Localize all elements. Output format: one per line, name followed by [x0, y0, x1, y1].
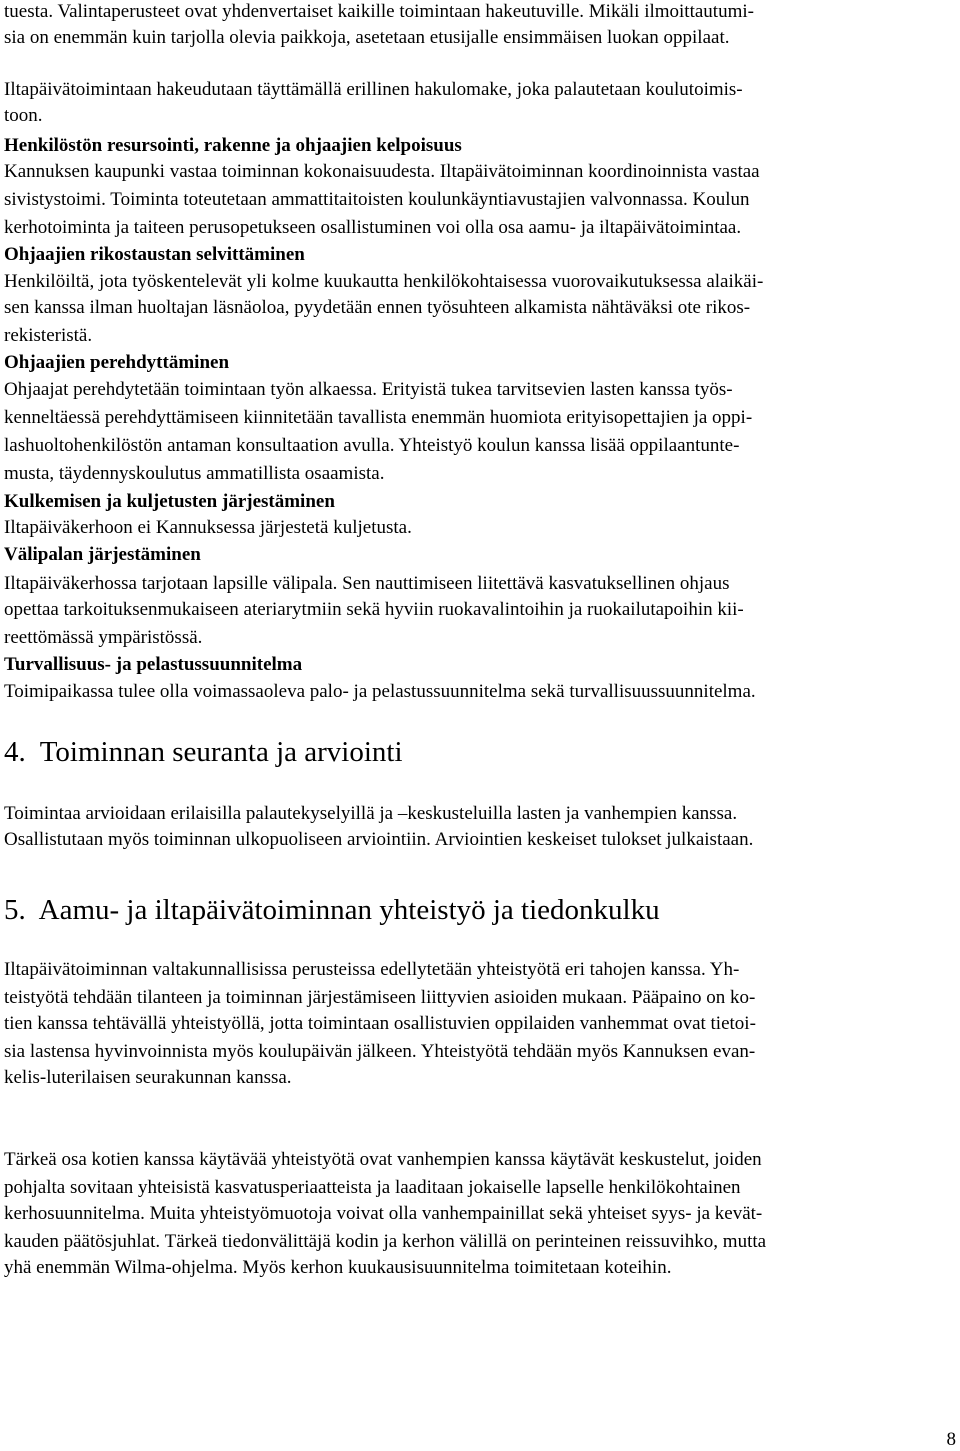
body-line: Iltapäivätoiminnan valtakunnallisissa perusteissa edellytetään yhteistyötä eri tahojen kanssa. Yh- [4, 959, 740, 980]
body-line: opettaa tarkoituksenmukaiseen ateriarytmiin sekä hyviin ruokavalintoihin ja ruokailutapoihin kii- [4, 599, 744, 620]
section-heading: Välipalan järjestäminen [4, 544, 201, 565]
body-line: kerhosuunnitelma. Muita yhteistyömuotoja voivat olla vanhempainillat sekä yhteiset syys- ja kevät- [4, 1203, 763, 1224]
body-line: Tärkeä osa kotien kanssa käytävää yhteistyötä ovat vanhempien kanssa käytävät keskustelut, joiden [4, 1149, 762, 1170]
body-line: rekisteristä. [4, 325, 93, 346]
body-line: reettömässä ympäristössä. [4, 627, 203, 648]
body-line: sia on enemmän kuin tarjolla olevia paikkoja, asetetaan etusijalle ensimmäisen luokan oppilaat. [4, 27, 730, 48]
body-line: Osallistutaan myös toiminnan ulkopuoliseen arviointiin. Arviointien keskeiset tulokset julkaistaan. [4, 829, 754, 850]
body-line: kelis-luterilaisen seurakunnan kanssa. [4, 1067, 292, 1088]
body-line: sia lastensa hyvinvoinnista myös koulupäivän jälkeen. Yhteistyötä tehdään myös Kannuksen evan- [4, 1041, 756, 1062]
body-line: Toimintaa arvioidaan erilaisilla palautekyselyillä ja –keskusteluilla lasten ja vanhempien kanssa. [4, 803, 738, 824]
body-line: Henkilöiltä, jota työskentelevät yli kolme kuukautta henkilökohtaisessa vuorovaikutuksessa alaikäi- [4, 271, 764, 292]
page-number: 8 [946, 1429, 956, 1450]
body-line: tuesta. Valintaperusteet ovat yhdenvertaiset kaikille toimintaan hakeutuville. Mikäli ilmoittautumi- [4, 1, 754, 22]
chapter-heading-5: 5. Aamu- ja iltapäivätoiminnan yhteistyö ja tiedonkulku [4, 894, 660, 926]
body-line: musta, täydennyskoulutus ammatillista osaamista. [4, 463, 385, 484]
body-line: Iltapäiväkerhossa tarjotaan lapsille välipala. Sen nauttimiseen liitettävä kasvatuksellinen ohjaus [4, 573, 730, 594]
body-line: Toimipaikassa tulee olla voimassaoleva palo- ja pelastussuunnitelma sekä turvallisuussuunnitelma. [4, 681, 756, 702]
body-line: toon. [4, 105, 43, 126]
section-heading: Ohjaajien rikostaustan selvittäminen [4, 244, 305, 265]
body-line: kenneltäessä perehdyttämiseen kiinnitetään tavallista enemmän huomiota erityisopettajien ja oppi- [4, 407, 753, 428]
body-line: kerhotoiminta ja taiteen perusopetukseen osallistuminen voi olla osa aamu- ja iltapäivätoimintaa. [4, 217, 742, 238]
body-line: Ohjaajat perehdytetään toimintaan työn alkaessa. Erityistä tukea tarvitsevien lasten kanssa työs- [4, 379, 733, 400]
body-line: Iltapäiväkerhoon ei Kannuksessa järjestetä kuljetusta. [4, 517, 412, 538]
body-line: teistyötä tehdään tilanteen ja toiminnan järjestämiseen liittyvien asioiden mukaan. Pääpaino on ko- [4, 987, 756, 1008]
section-heading: Kulkemisen ja kuljetusten järjestäminen [4, 491, 335, 512]
body-line: sivistystoimi. Toiminta toteutetaan ammattitaitoisten koulunkäyntiavustajien valvonnassa. Koulun [4, 189, 750, 210]
body-line: pohjalta sovitaan yhteisistä kasvatusperiaatteista ja laaditaan jokaiselle lapselle henkilökohtainen [4, 1177, 741, 1198]
chapter-heading-4: 4. Toiminnan seuranta ja arviointi [4, 736, 403, 768]
section-heading: Ohjaajien perehdyttäminen [4, 352, 230, 373]
body-line: yhä enemmän Wilma-ohjelma. Myös kerhon kuukausisuunnitelma toimitetaan koteihin. [4, 1257, 672, 1278]
body-line: sen kanssa ilman huoltajan läsnäoloa, pyydetään ennen työsuhteen alkamista nähtäväksi ote rikos- [4, 297, 751, 318]
section-heading: Henkilöstön resursointi, rakenne ja ohjaajien kelpoisuus [4, 135, 462, 156]
body-line: kauden päätösjuhlat. Tärkeä tiedonvälittäjä kodin ja kerhon välillä on perinteinen reissuvihko, mutta [4, 1231, 767, 1252]
body-line: tien kanssa tehtävällä yhteistyöllä, jotta toimintaan osallistuvien oppilaiden vanhemmat ovat tietoi- [4, 1013, 756, 1034]
body-line: Iltapäivätoimintaan hakeudutaan täyttämällä erillinen hakulomake, joka palautetaan koulutoimis- [4, 79, 743, 100]
body-line: lashuoltohenkilöstön antaman konsultaation avulla. Yhteistyö koulun kanssa lisää oppilaantunte- [4, 435, 740, 456]
body-line: Kannuksen kaupunki vastaa toiminnan kokonaisuudesta. Iltapäivätoiminnan koordinoinnista vastaa [4, 161, 760, 182]
section-heading: Turvallisuus- ja pelastussuunnitelma [4, 654, 303, 675]
